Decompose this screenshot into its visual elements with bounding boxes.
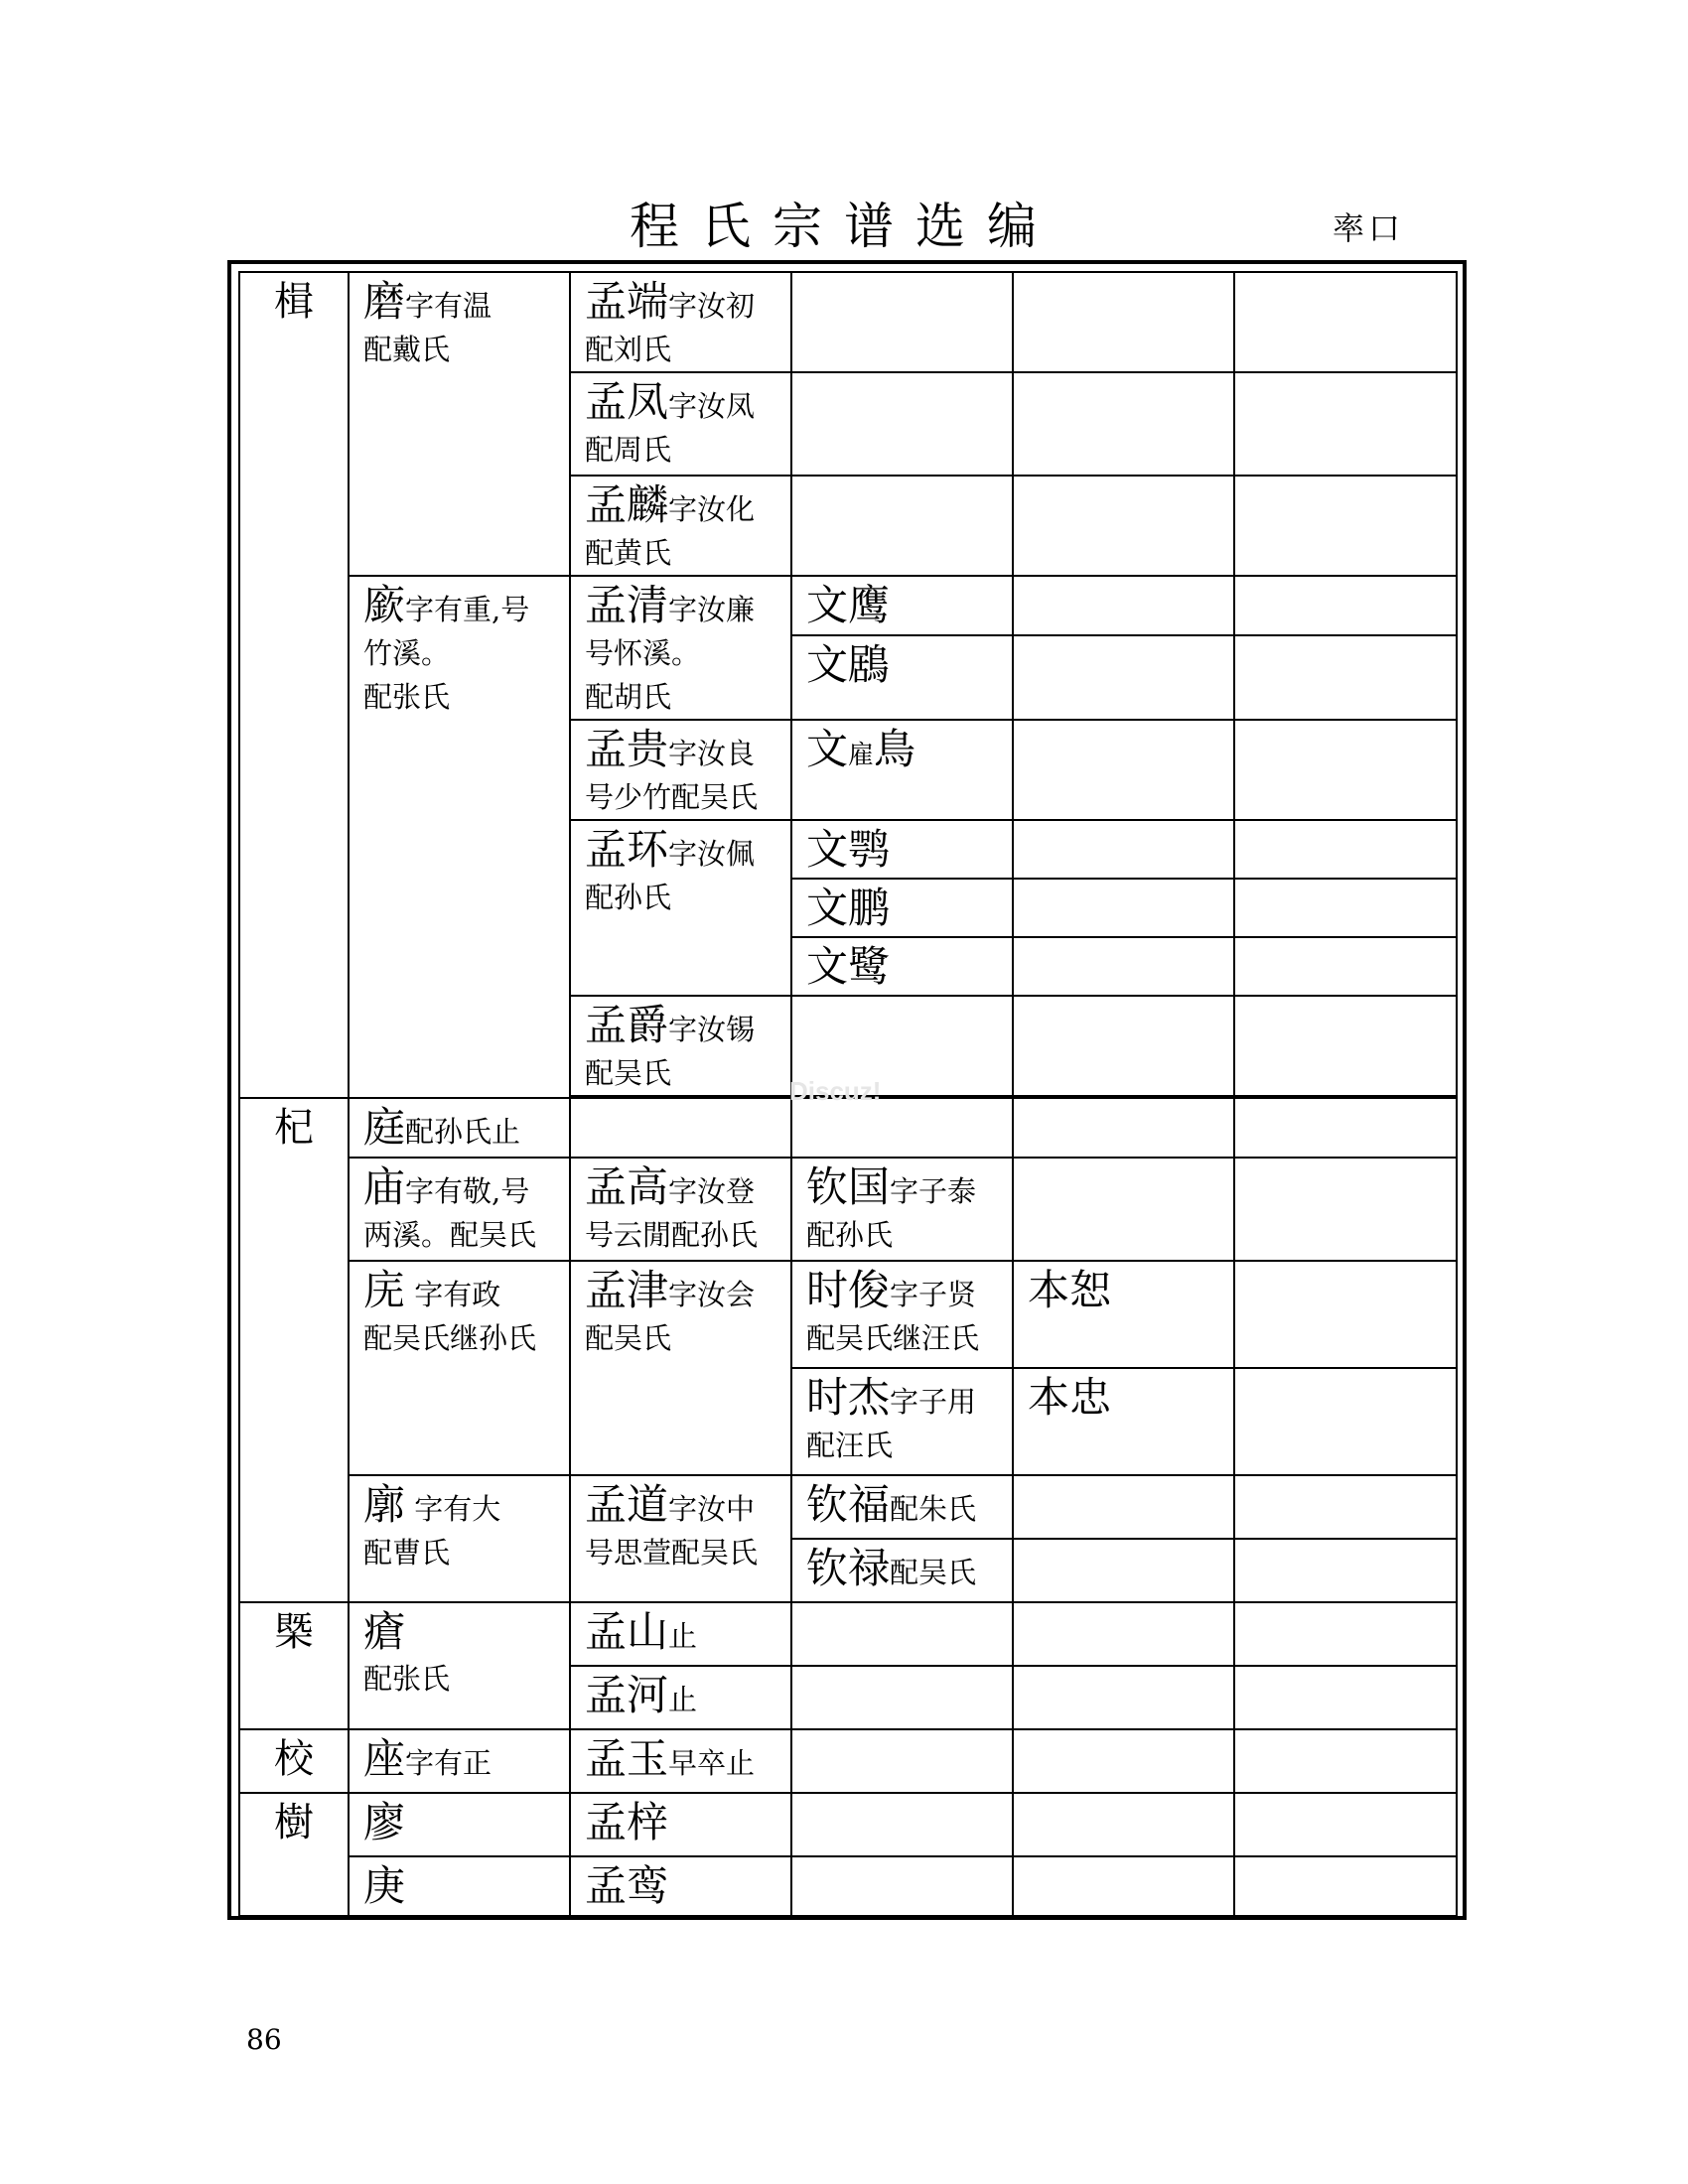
gen4-name: 钦国 (806, 1162, 891, 1211)
gen3-spouse: 配吴氏 (585, 1056, 672, 1090)
empty-cell (1013, 372, 1234, 476)
gen4-cell (791, 1158, 1013, 1261)
empty-cell (1013, 1158, 1234, 1261)
empty-cell (1234, 1158, 1457, 1261)
gen3-cell (570, 720, 791, 820)
empty-cell (791, 1098, 1013, 1158)
gen4-cell (791, 1475, 1013, 1539)
empty-cell (1234, 1856, 1457, 1916)
gen4-name: 钦禄 (806, 1544, 891, 1592)
empty-cell (1234, 996, 1457, 1096)
gen2-name: 廓 (363, 1480, 406, 1529)
empty-cell (1234, 937, 1457, 996)
gen3-cell (570, 1793, 791, 1856)
empty-cell (1013, 1666, 1234, 1729)
empty-cell (791, 372, 1013, 476)
gen2-spouse: 配张氏 (363, 1662, 451, 1696)
gen2-cell (349, 1098, 570, 1158)
gen3-spouse: 配周氏 (585, 433, 672, 467)
gen4-name: 文鹏 (806, 884, 891, 932)
gen3-name: 孟贵 (585, 725, 669, 773)
empty-cell (791, 1666, 1013, 1729)
gen2-cell (349, 1729, 570, 1793)
empty-cell (1013, 996, 1234, 1096)
gen3-note: 字汝良 (668, 737, 756, 770)
gen3-cell (570, 1602, 791, 1666)
gen3-spouse: 配刘氏 (585, 333, 672, 366)
gen2-name: 庚 (363, 1861, 406, 1910)
empty-cell (1234, 1602, 1457, 1666)
gen2-cell (349, 1261, 570, 1475)
gen1-cell (239, 1602, 349, 1729)
gen3-name: 孟鸾 (585, 1861, 669, 1910)
gen4-spouse: 配汪氏 (806, 1429, 894, 1462)
gen2-note: 配孙氏止 (405, 1115, 521, 1149)
gen3-name: 孟玉 (585, 1734, 669, 1783)
gen3-note: 字汝佩 (668, 837, 756, 871)
page-number: 86 (246, 2023, 282, 2056)
gen3-name: 孟津 (585, 1266, 669, 1314)
gen3-cell (570, 1158, 791, 1261)
gen3-spouse: 号云閒配孙氏 (585, 1218, 759, 1252)
empty-cell (1013, 576, 1234, 635)
empty-cell (1013, 1793, 1234, 1856)
gen2-name: 座 (363, 1734, 406, 1783)
gen2-cell (349, 1602, 570, 1729)
empty-cell (1234, 820, 1457, 879)
empty-cell (1234, 1793, 1457, 1856)
gen3-note: 字汝初 (668, 289, 756, 323)
gen4-cell (791, 720, 1013, 820)
gen1-name: 校 (274, 1736, 314, 1782)
gen2-note: 字有温 (405, 289, 492, 323)
gen2-spouse: 两溪。配吴氏 (363, 1218, 537, 1252)
gen3-note: 字汝锡 (668, 1013, 756, 1046)
gen3-note: 字汝凤 (668, 389, 756, 423)
empty-cell (1234, 1098, 1457, 1158)
gen4-name: 鳥 (874, 725, 916, 773)
gen2-name: 庑 (363, 1266, 406, 1314)
empty-cell (791, 476, 1013, 576)
gen3-spouse: 配吴氏 (585, 1321, 672, 1355)
gen3-name: 孟梓 (585, 1798, 669, 1846)
gen3-spouse: 号思萱配吴氏 (585, 1536, 759, 1570)
gen5-cell (1013, 1261, 1234, 1368)
empty-cell (1013, 1602, 1234, 1666)
gen3-name: 孟清 (585, 581, 669, 629)
gen4-name: 文鹗 (806, 825, 891, 874)
gen5-name: 本恕 (1028, 1266, 1112, 1314)
gen3-spouse: 号少竹配吴氏 (585, 780, 759, 814)
gen2-cell (349, 1856, 570, 1916)
gen3-note: 字汝化 (668, 492, 756, 526)
gen1-cell (239, 1098, 349, 1602)
gen3-name: 孟高 (585, 1162, 669, 1211)
gen5-name: 本忠 (1028, 1373, 1112, 1422)
gen2-note: 字有大 (405, 1492, 501, 1526)
gen3-cell (570, 1856, 791, 1916)
gen1-name: 杞 (274, 1105, 314, 1151)
gen3-cell (570, 476, 791, 576)
gen4-name: 文鶋 (806, 640, 891, 690)
gen3-name: 孟环 (585, 825, 669, 874)
gen3-name: 孟爵 (585, 1001, 669, 1049)
gen3-spouse: 配孙氏 (585, 881, 672, 914)
location-label: 率口 (1333, 209, 1405, 247)
gen2-name: 磨 (363, 277, 406, 326)
gen4-cell (791, 1261, 1013, 1368)
gen4-spouse: 配吴氏继汪氏 (806, 1321, 980, 1355)
gen2-cell (349, 576, 570, 1098)
gen3-name: 孟河 (585, 1671, 669, 1719)
gen3-note: 字汝廉 (668, 593, 756, 626)
gen3-cell (570, 996, 791, 1096)
gen2-spouse: 配张氏 (363, 680, 451, 714)
empty-cell (1234, 635, 1457, 720)
empty-cell (1013, 1856, 1234, 1916)
empty-cell (1013, 1539, 1234, 1602)
gen3-note: 字汝会 (668, 1278, 756, 1311)
gen3-cell (570, 372, 791, 476)
gen3-note: 字汝登 (668, 1174, 756, 1208)
empty-cell (1234, 1539, 1457, 1602)
gen4-name-small: 雇 (848, 741, 875, 770)
gen3-cell (570, 272, 791, 372)
empty-cell (1234, 372, 1457, 476)
gen3-spouse: 配胡氏 (585, 680, 672, 714)
gen4-cell (791, 820, 1013, 879)
gen3-note: 早卒止 (668, 1746, 756, 1780)
empty-cell (1234, 1261, 1457, 1368)
gen1-name: 槩 (274, 1609, 314, 1655)
empty-cell (791, 272, 1013, 372)
gen4-spouse: 配吴氏 (890, 1556, 977, 1589)
gen4-name: 时俊 (806, 1266, 891, 1314)
gen4-name: 文鹭 (806, 942, 891, 991)
empty-cell (1234, 1729, 1457, 1793)
gen5-cell (1013, 1368, 1234, 1475)
gen3-cell (570, 1475, 791, 1602)
gen2-spouse: 配曹氏 (363, 1536, 451, 1570)
empty-cell (1013, 1475, 1234, 1539)
gen4-cell (791, 635, 1013, 720)
gen2-cell (349, 1793, 570, 1856)
gen4-note: 字子贤 (890, 1278, 977, 1311)
empty-cell (1234, 879, 1457, 937)
gen3-cell (570, 1729, 791, 1793)
gen3-note: 字汝中 (668, 1492, 756, 1526)
gen4-cell (791, 576, 1013, 635)
empty-cell (1234, 1475, 1457, 1539)
gen2-name: 庭 (363, 1103, 406, 1152)
empty-cell (1013, 1729, 1234, 1793)
gen4-cell (791, 1368, 1013, 1475)
gen2-note: 竹溪。 (363, 636, 451, 670)
gen2-note: 字有敬,号 (405, 1174, 530, 1208)
gen4-spouse: 配孙氏 (806, 1218, 894, 1252)
empty-cell (1234, 476, 1457, 576)
gen4-note: 字子用 (890, 1385, 977, 1419)
gen1-cell (239, 1729, 349, 1793)
empty-cell (1013, 879, 1234, 937)
gen4-name: 文鹰 (806, 581, 891, 629)
empty-cell (1013, 272, 1234, 372)
empty-cell (791, 1856, 1013, 1916)
page-title: 程氏宗谱选编 (630, 198, 1058, 255)
gen4-note: 字子泰 (890, 1174, 977, 1208)
gen2-spouse: 配吴氏继孙氏 (363, 1321, 537, 1355)
gen2-note: 字有正 (405, 1746, 492, 1780)
gen4-name: 文 (806, 725, 849, 773)
empty-cell (1013, 476, 1234, 576)
gen3-cell (570, 1261, 791, 1475)
gen2-name: 庙 (363, 1162, 406, 1211)
gen4-spouse: 配朱氏 (890, 1492, 977, 1526)
empty-cell (1013, 635, 1234, 720)
gen2-cell (349, 1158, 570, 1261)
gen4-cell (791, 879, 1013, 937)
gen2-name: 廖 (363, 1798, 406, 1846)
gen3-note: 止 (668, 1683, 698, 1716)
gen3-cell (570, 820, 791, 996)
empty-cell (1234, 720, 1457, 820)
gen2-note: 字有重,号 (405, 593, 530, 626)
gen2-name: 瘡 (363, 1607, 406, 1656)
gen3-cell (570, 1666, 791, 1729)
gen3-name: 孟端 (585, 277, 669, 326)
empty-cell (1013, 937, 1234, 996)
empty-cell (791, 1602, 1013, 1666)
gen4-cell (791, 937, 1013, 996)
empty-cell (570, 1098, 791, 1158)
gen3-spouse: 配黄氏 (585, 536, 672, 570)
empty-cell (1234, 576, 1457, 635)
empty-cell (1013, 820, 1234, 879)
gen1-name: 楫 (274, 279, 314, 325)
empty-cell (1234, 1368, 1457, 1475)
gen2-note: 字有政 (405, 1278, 501, 1311)
gen3-cell (570, 576, 791, 720)
gen3-note: 止 (668, 1619, 698, 1653)
gen4-name: 时杰 (806, 1373, 891, 1422)
empty-cell (1234, 272, 1457, 372)
gen1-cell (239, 272, 349, 1098)
gen2-name: 廞 (363, 581, 406, 629)
gen2-cell (349, 272, 570, 576)
gen3-name: 孟凤 (585, 377, 669, 426)
gen1-name: 樹 (274, 1800, 314, 1845)
empty-cell (1013, 720, 1234, 820)
gen3-name: 孟山 (585, 1607, 669, 1656)
empty-cell (791, 1729, 1013, 1793)
gen2-spouse: 配戴氏 (363, 333, 451, 366)
gen3-name: 孟麟 (585, 480, 669, 529)
gen3-name: 孟道 (585, 1480, 669, 1529)
gen4-name: 钦福 (806, 1480, 891, 1529)
empty-cell (1013, 1098, 1234, 1158)
gen2-cell (349, 1475, 570, 1602)
empty-cell (1234, 1666, 1457, 1729)
gen4-cell (791, 1539, 1013, 1602)
empty-cell (791, 1793, 1013, 1856)
watermark: Discuz! (789, 1076, 882, 1106)
gen1-cell (239, 1793, 349, 1916)
gen3-note: 号怀溪。 (585, 636, 701, 670)
